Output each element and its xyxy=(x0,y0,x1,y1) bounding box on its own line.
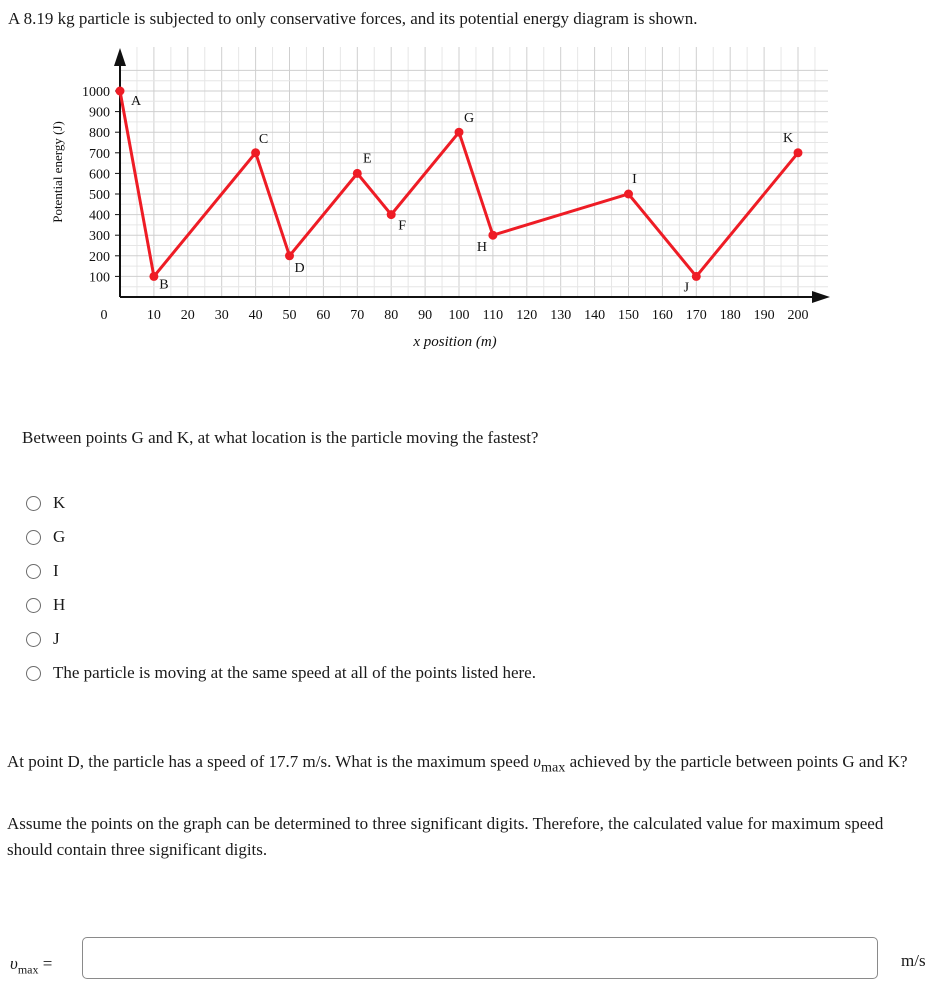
option-k[interactable] xyxy=(26,486,536,520)
x-tick-label: 120 xyxy=(516,308,538,323)
point-label-d: D xyxy=(294,260,305,276)
problem-intro: A 8.19 kg particle is subjected to only conservative forces, and its potential energy diagram is shown. xyxy=(8,9,698,28)
y-axis-title: Potential energy (J) xyxy=(50,121,65,223)
vmax-symbol: υ xyxy=(533,752,541,771)
option-g[interactable] xyxy=(26,520,536,554)
potential-energy-chart xyxy=(0,40,939,370)
x-tick-label: 20 xyxy=(180,308,195,323)
x-tick-label: 80 xyxy=(384,308,399,323)
point-label-a: A xyxy=(130,94,142,109)
x-tick-label: 10 xyxy=(146,308,161,323)
data-point-c xyxy=(251,148,260,157)
option-h[interactable] xyxy=(26,588,536,622)
data-point-g xyxy=(455,128,464,137)
y-tick-label: 800 xyxy=(89,126,110,142)
option-i-radio[interactable] xyxy=(26,564,41,579)
x-tick-label: 150 xyxy=(618,308,639,323)
point-label-b: B xyxy=(159,277,169,293)
option-h-label: H xyxy=(53,595,66,614)
option-i[interactable] xyxy=(26,554,536,588)
data-point-d xyxy=(285,251,294,260)
data-point-b xyxy=(149,272,158,281)
x-tick-label: 50 xyxy=(282,308,297,323)
point-label-c: C xyxy=(258,131,269,147)
data-point-i xyxy=(624,190,633,199)
y-tick-label: 900 xyxy=(89,105,110,121)
x-tick-label: 180 xyxy=(719,308,741,323)
x-tick-label: 170 xyxy=(685,308,707,323)
x-tick-label: 90 xyxy=(418,308,433,323)
option-k-label: K xyxy=(53,493,66,512)
y-tick-label: 300 xyxy=(89,229,110,245)
point-label-g: G xyxy=(463,111,475,127)
point-label-f: F xyxy=(398,218,407,234)
data-point-a xyxy=(116,87,125,96)
part2-question: At point D, the particle has a speed of 17.7 m/s. What is the maximum speed $\upsilon_{max}$ achieved by the particle between points G and K? xyxy=(7,752,908,776)
option-same-speed[interactable] xyxy=(26,656,536,690)
option-j-label: J xyxy=(53,629,60,648)
point-label-h: H xyxy=(476,240,487,256)
x-tick-label: 110 xyxy=(482,308,504,323)
data-point-f xyxy=(387,210,396,219)
part1-prompt: Between points G and K, at what location is the particle moving the fastest? xyxy=(22,428,539,447)
point-label-j: J xyxy=(683,280,690,296)
option-h-radio[interactable] xyxy=(26,598,41,613)
sig-fig-note: Assume the points on the graph can be determined to three significant digits. Therefore, the calculated value for maximum speed should contain three significant digits. xyxy=(7,814,884,859)
y-tick-label: 500 xyxy=(89,188,110,203)
y-tick-label: 200 xyxy=(89,249,110,265)
y-tick-label: 100 xyxy=(89,270,110,286)
option-j-radio[interactable] xyxy=(26,632,41,647)
option-j[interactable] xyxy=(26,622,536,656)
option-g-radio[interactable] xyxy=(26,530,41,545)
x-tick-label: 60 xyxy=(316,308,331,323)
y-tick-label: 700 xyxy=(89,146,110,162)
y-tick-label: 1000 xyxy=(82,85,110,100)
point-label-k: K xyxy=(782,130,794,146)
speed-at-d: 17.7 m/s xyxy=(268,752,328,771)
x-axis-arrow xyxy=(812,291,830,303)
x-tick-label: 30 xyxy=(214,308,229,323)
vmax-answer-input[interactable] xyxy=(82,937,878,979)
x-tick-label: 160 xyxy=(651,308,673,323)
option-same-speed-label: The particle is moving at the same speed at all of the points listed here. xyxy=(53,663,536,682)
data-point-k xyxy=(794,148,803,157)
x-tick-label: 130 xyxy=(550,308,572,323)
y-tick-label: 400 xyxy=(89,208,110,224)
answer-label: $\upsilon_{max}$ = xyxy=(10,954,53,977)
data-point-e xyxy=(353,169,362,178)
x-tick-label: 0 xyxy=(100,308,108,323)
point-label-i: I xyxy=(632,172,637,187)
x-tick-label: 190 xyxy=(753,308,775,323)
x-axis-title: x position (m) xyxy=(413,334,497,350)
option-k-radio[interactable] xyxy=(26,496,41,511)
option-same-speed-radio[interactable] xyxy=(26,666,41,681)
option-g-label: G xyxy=(53,527,66,546)
x-tick-label: 200 xyxy=(787,308,809,323)
data-point-j xyxy=(692,272,701,281)
option-i-label: I xyxy=(53,561,59,580)
x-tick-label: 100 xyxy=(448,308,470,323)
x-tick-label: 70 xyxy=(350,308,365,323)
y-tick-label: 600 xyxy=(89,167,110,183)
unit-label: m/s xyxy=(901,951,926,970)
y-axis-arrow xyxy=(114,48,126,66)
x-tick-label: 140 xyxy=(584,308,606,323)
data-point-h xyxy=(488,231,497,240)
point-label-e: E xyxy=(363,151,372,167)
answer-options xyxy=(26,486,536,690)
x-tick-label: 40 xyxy=(248,308,263,323)
